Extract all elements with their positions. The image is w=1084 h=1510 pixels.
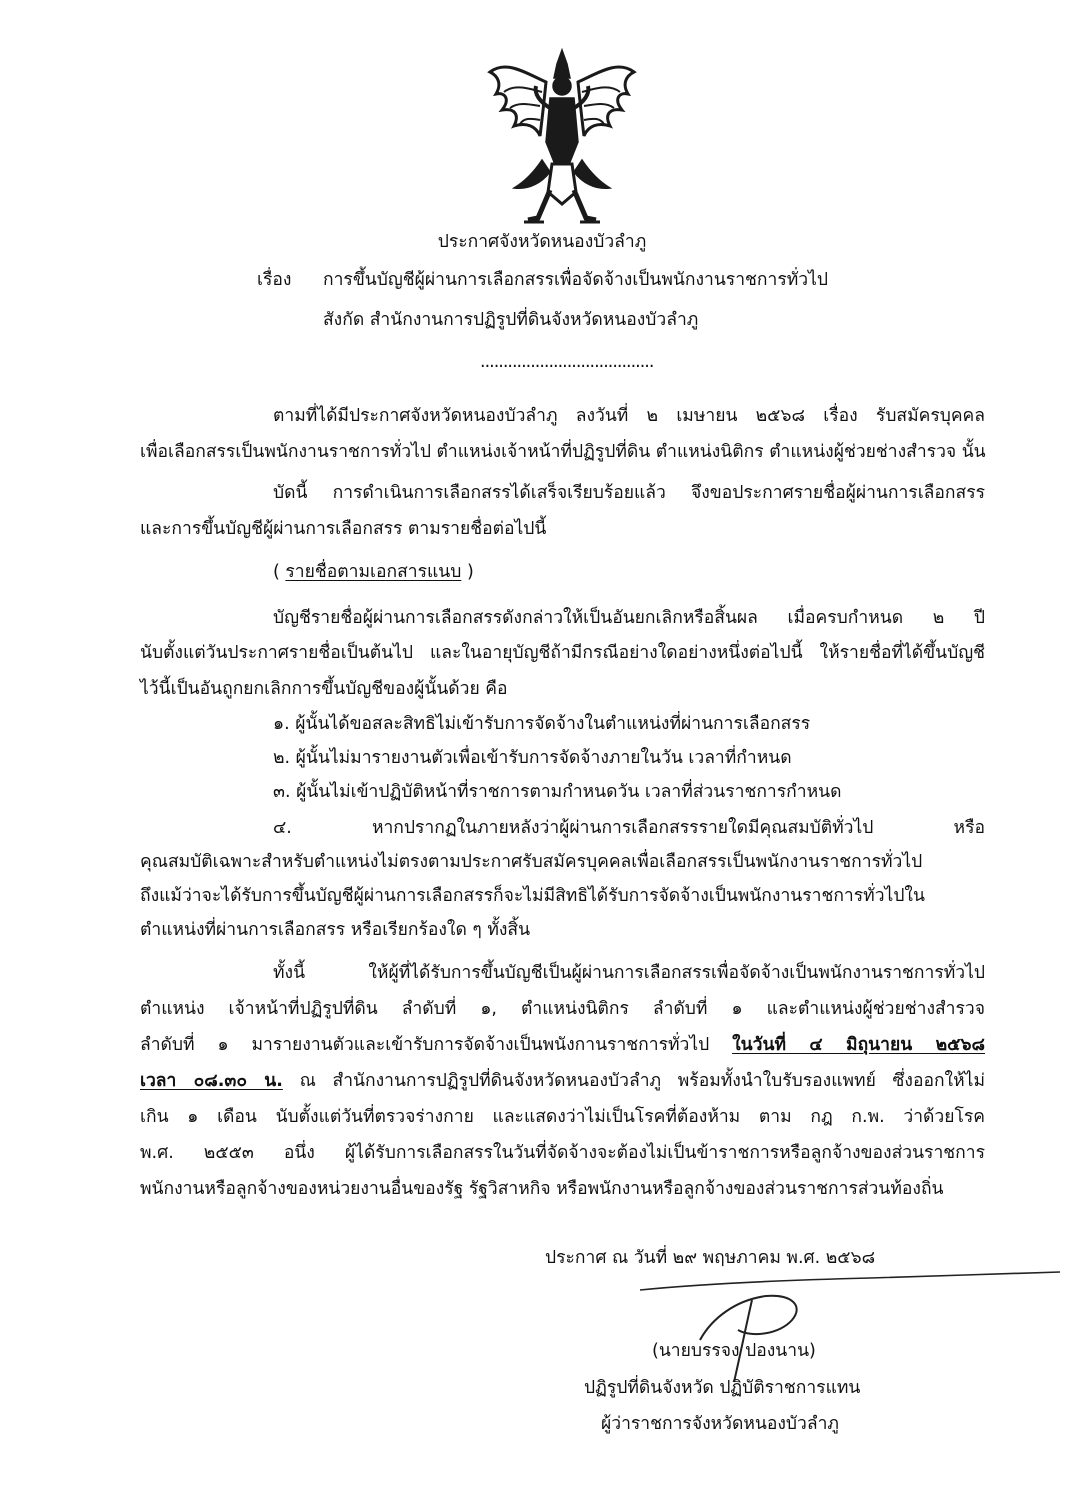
paragraph-2-line-1: บัดนี้ การดำเนินการเลือกสรรได้เสร็จเรียบร้อยแล้ว จึงขอประกาศรายชื่อผู้ผ่านการเลือกสรร (273, 483, 985, 503)
attachment-note (273, 564, 474, 582)
paragraph-1-line-1: ตามที่ได้มีประกาศจังหวัดหนองบัวลำภู ลงวันที่ ๒ เมษายน ๒๕๖๘ เรื่อง รับสมัครบุคคล (273, 406, 985, 426)
paragraph-3-line-3: ไว้นี้เป็นอันถูกยกเลิกการขึ้นบัญชีของผู้นั้นด้วย คือ (140, 679, 508, 699)
paragraph-3-line-2: นับตั้งแต่วันประกาศรายชื่อเป็นต้นไป และในอายุบัญชีถ้ามีกรณีอย่างใดอย่างหนึ่งต่อไปนี้ ให้รายชื่อที่ได้ขึ้นบัญชี (140, 643, 985, 663)
separator-dots: ...................................... (480, 352, 654, 372)
attachment-text: รายชื่อตามเอกสารแนบ (285, 562, 462, 582)
announcement-date: ประกาศ ณ วันที่ ๒๙ พฤษภาคม พ.ศ. ๒๕๖๘ (545, 1248, 876, 1268)
signer-name: (นายบรรจง ปองนาน) (652, 1341, 816, 1361)
list-item-4-line-2: คุณสมบัติเฉพาะสำหรับตำแหน่งไม่ตรงตามประกาศรับสมัครบุคคลเพื่อเลือกสรรเป็นพนักงานราชการทั่วไป (140, 852, 923, 872)
garuda-emblem-icon (484, 42, 640, 232)
subject-line-2: สังกัด สำนักงานการปฏิรูปที่ดินจังหวัดหนองบัวลำภู (323, 310, 699, 330)
signer-title-line-1: ปฏิรูปที่ดินจังหวัด ปฏิบัติราชการแทน (584, 1378, 861, 1398)
paragraph-5-line-4-text: ณ สำนักงานการปฏิรูปที่ดินจังหวัดหนองบัวลำภู พร้อมทั้งนำใบรับรองแพทย์ ซึ่งออกให้ไม่ (282, 1071, 985, 1091)
attachment-close-paren: ) (466, 562, 474, 582)
attachment-open-paren: ( (273, 562, 280, 582)
document-title: ประกาศจังหวัดหนองบัวลำภู (437, 232, 647, 252)
paragraph-1-line-2: เพื่อเลือกสรรเป็นพนักงานราชการทั่วไป ตำแหน่งเจ้าหน้าที่ปฏิรูปที่ดิน ตำแหน่งนิติกร ตำแหน่งผู้ช่วยช่างสำรวจ นั้น (140, 442, 986, 462)
paragraph-5-line-4 (140, 1073, 985, 1091)
subject-line-1: การขึ้นบัญชีผู้ผ่านการเลือกสรรเพื่อจัดจ้างเป็นพนักงานราชการทั่วไป (323, 270, 829, 290)
paragraph-5-line-5: เกิน ๑ เดือน นับตั้งแต่วันที่ตรวจร่างกาย และแสดงว่าไม่เป็นโรคที่ต้องห้าม ตาม กฎ ก.พ. ว่าด้วยโรค (140, 1107, 985, 1127)
report-date: ในวันที่ ๔ มิถุนายน ๒๕๖๘ (732, 1035, 985, 1055)
paragraph-2-line-2: และการขึ้นบัญชีผู้ผ่านการเลือกสรร ตามรายชื่อต่อไปนี้ (140, 519, 547, 539)
list-item-3: ๓. ผู้นั้นไม่เข้าปฏิบัติหน้าที่ราชการตามกำหนดวัน เวลาที่ส่วนราชการกำหนด (273, 782, 842, 802)
report-time: เวลา ๐๘.๓๐ น. (140, 1071, 283, 1091)
paragraph-3-line-1: บัญชีรายชื่อผู้ผ่านการเลือกสรรดังกล่าวให้เป็นอันยกเลิกหรือสิ้นผล เมื่อครบกำหนด ๒ ปี (273, 608, 985, 628)
list-item-4-line-4: ตำแหน่งที่ผ่านการเลือกสรร หรือเรียกร้องใด ๆ ทั้งสิ้น (140, 920, 531, 940)
subject-label: เรื่อง (257, 270, 292, 290)
paragraph-5-line-3 (140, 1037, 985, 1055)
paragraph-5-line-6: พ.ศ. ๒๕๕๓ อนึ่ง ผู้ได้รับการเลือกสรรในวันที่จัดจ้างจะต้องไม่เป็นข้าราชการหรือลูกจ้างของส่วนราชการ (140, 1143, 985, 1163)
list-item-1: ๑. ผู้นั้นได้ขอสละสิทธิไม่เข้ารับการจัดจ้างในตำแหน่งที่ผ่านการเลือกสรร (273, 714, 811, 734)
list-item-4-line-3: ถึงแม้ว่าจะได้รับการขึ้นบัญชีผู้ผ่านการเลือกสรรก็จะไม่มีสิทธิได้รับการจัดจ้างเป็นพนักงานราชการทั่วไปใน (140, 886, 925, 906)
paragraph-5-line-2: ตำแหน่ง เจ้าหน้าที่ปฏิรูปที่ดิน ลำดับที่ ๑, ตำแหน่งนิติกร ลำดับที่ ๑ และตำแหน่งผู้ช่วยช่างสำรวจ (140, 999, 985, 1019)
list-item-4-line-1: ๔. หากปรากฏในภายหลังว่าผู้ผ่านการเลือกสรรรายใดมีคุณสมบัติทั่วไป หรือ (273, 818, 985, 838)
paragraph-5-line-3-text: ลำดับที่ ๑ มารายงานตัวและเข้ารับการจัดจ้างเป็นพนังกานราชการทั่วไป (140, 1035, 733, 1055)
signer-title-line-2: ผู้ว่าราชการจังหวัดหนองบัวลำภู (601, 1414, 839, 1434)
paragraph-5-line-1: ทั้งนี้ ให้ผู้ที่ได้รับการขึ้นบัญชีเป็นผู้ผ่านการเลือกสรรเพื่อจัดจ้างเป็นพนักงานราชการทั่วไป (273, 963, 985, 983)
list-item-2: ๒. ผู้นั้นไม่มารายงานตัวเพื่อเข้ารับการจัดจ้างภายในวัน เวลาที่กำหนด (273, 748, 792, 768)
paragraph-5-line-7: พนักงานหรือลูกจ้างของหน่วยงานอื่นของรัฐ รัฐวิสาหกิจ หรือพนักงานหรือลูกจ้างของส่วนราชการส่วนท้องถิ่น (140, 1179, 944, 1199)
